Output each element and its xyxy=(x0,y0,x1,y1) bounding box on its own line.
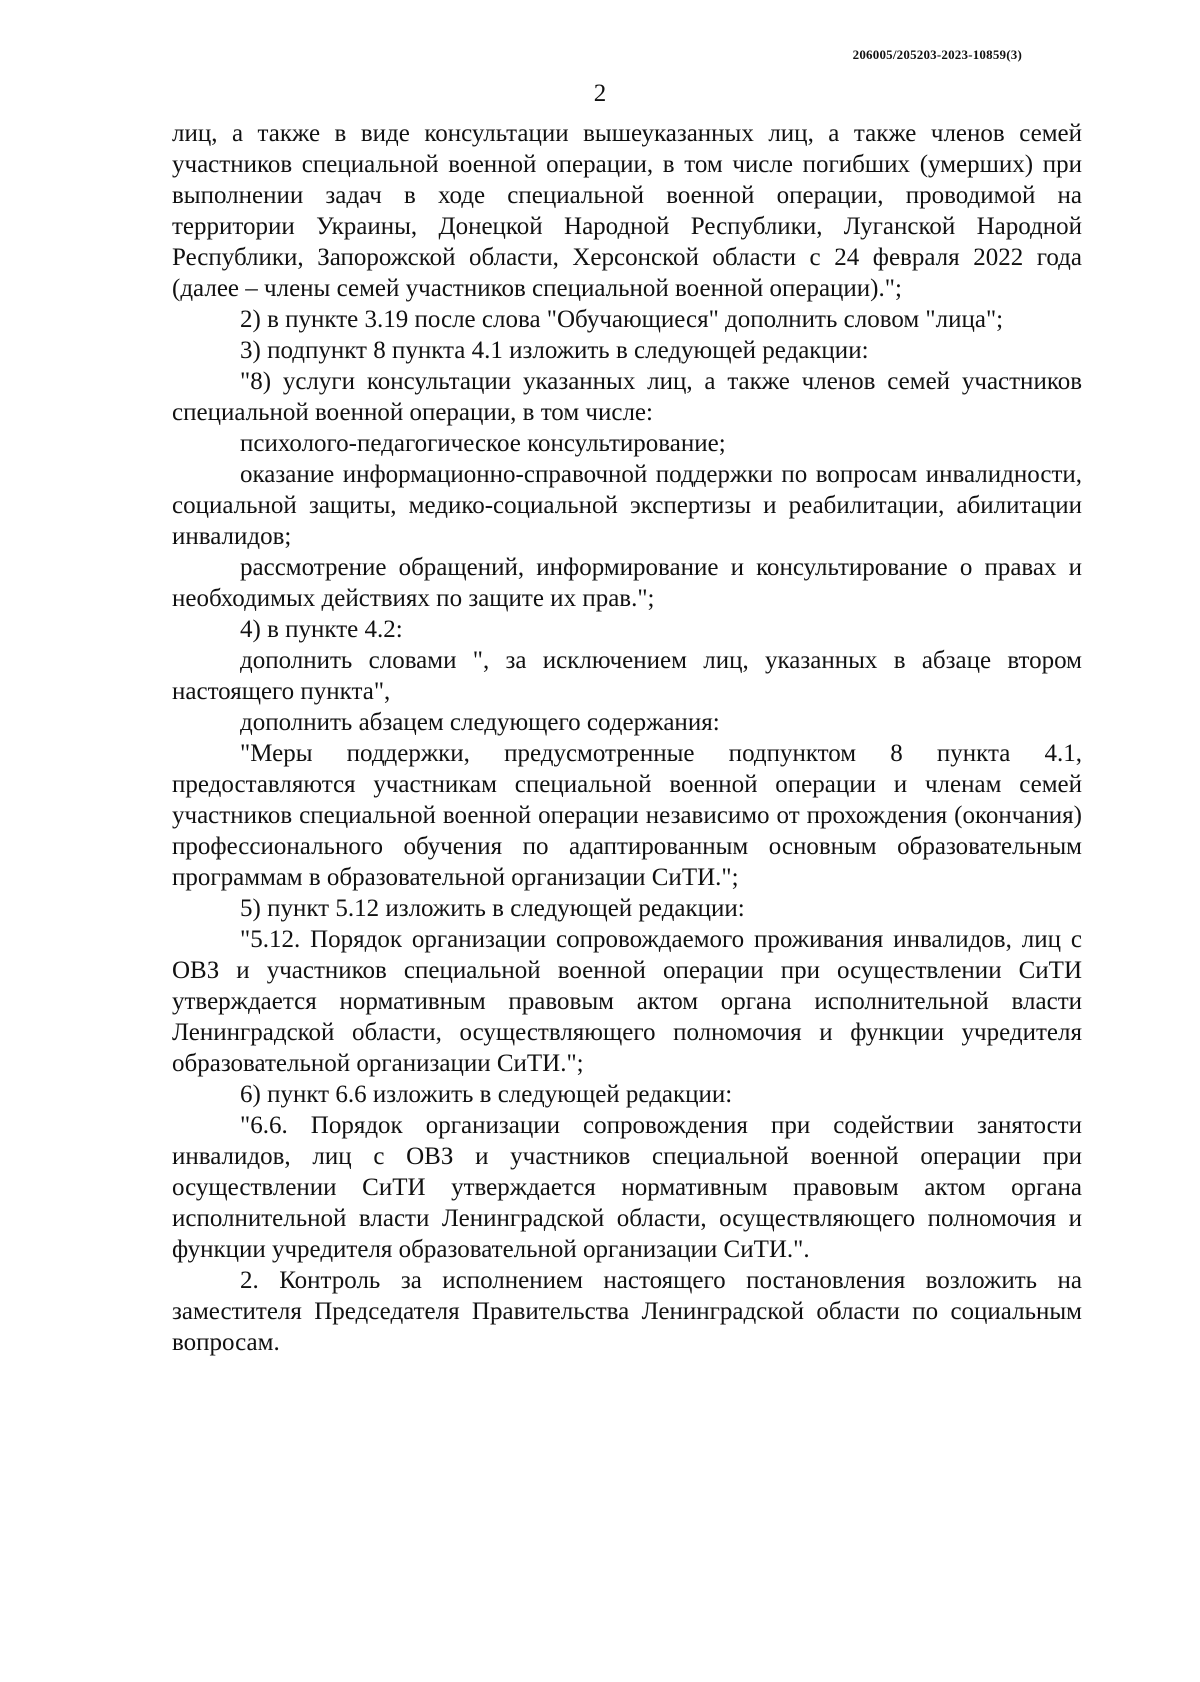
page-number: 2 xyxy=(593,80,607,107)
paragraph-continuation: лиц, а также в виде консультации вышеуказанных лиц, а также членов семей участников специальной военной операции, в том числе погибших (умерших) при выполнении задач в ходе специальной военной операции, проводимой на территории Украины, Донецкой Народной Республики, Луганской Народной Республики, Запорожской области, Херсонской области с 24 февраля 2022 года (далее – члены семей участников специальной военной операции)."; xyxy=(172,120,1082,302)
paragraph-item-4-a: дополнить словами ", за исключением лиц, указанных в абзаце втором настоящего пункта", xyxy=(172,647,1082,705)
paragraph-item-4-quote: "Меры поддержки, предусмотренные подпунктом 8 пункта 4.1, предоставляются участникам специальной военной операции и членам семей участников специальной военной операции независимо от прохождения (окончания) профессионального обучения по адаптированным основным образовательным программам в образовательной организации СиТИ."; xyxy=(172,740,1082,891)
paragraph-item-4: 4) в пункте 4.2: xyxy=(240,616,403,643)
paragraph-item-3: 3) подпункт 8 пункта 4.1 изложить в следующей редакции: xyxy=(240,337,869,364)
paragraph-list-1: психолого-педагогическое консультирование; xyxy=(240,430,726,457)
document-id: 206005/205203-2023-10859(3) xyxy=(852,47,1022,62)
document-body xyxy=(172,118,1082,1358)
paragraph-item-2: 2) в пункте 3.19 после слова "Обучающиеся" дополнить словом "лица"; xyxy=(240,306,1004,333)
paragraph-subitem-8: "8) услуги консультации указанных лиц, а также членов семей участников специальной военной операции, в том числе: xyxy=(172,368,1082,426)
paragraph-list-3: рассмотрение обращений, информирование и консультирование о правах и необходимых действиях по защите их прав."; xyxy=(172,554,1082,612)
paragraph-item-5-quote: "5.12. Порядок организации сопровождаемого проживания инвалидов, лиц с ОВЗ и участников специальной военной операции при осуществлении СиТИ утверждается нормативным правовым актом органа исполнительной власти Ленинградской области, осуществляющего полномочия и функции учредителя образовательной организации СиТИ."; xyxy=(172,926,1082,1077)
paragraph-item-4-b: дополнить абзацем следующего содержания: xyxy=(240,709,720,736)
paragraph-section-2: 2. Контроль за исполнением настоящего постановления возложить на заместителя Председателя Правительства Ленинградской области по социальным вопросам. xyxy=(172,1267,1082,1356)
paragraph-item-5: 5) пункт 5.12 изложить в следующей редакции: xyxy=(240,895,745,922)
paragraph-item-6: 6) пункт 6.6 изложить в следующей редакции: xyxy=(240,1081,733,1108)
paragraph-item-6-quote: "6.6. Порядок организации сопровождения при содействии занятости инвалидов, лиц с ОВЗ и участников специальной военной операции при осуществлении СиТИ утверждается нормативным правовым актом органа исполнительной власти Ленинградской области, осуществляющего полномочия и функции учредителя образовательной организации СиТИ.". xyxy=(172,1112,1082,1263)
paragraph-list-2: оказание информационно-справочной поддержки по вопросам инвалидности, социальной защиты, медико-социальной экспертизы и реабилитации, абилитации инвалидов; xyxy=(172,461,1082,550)
